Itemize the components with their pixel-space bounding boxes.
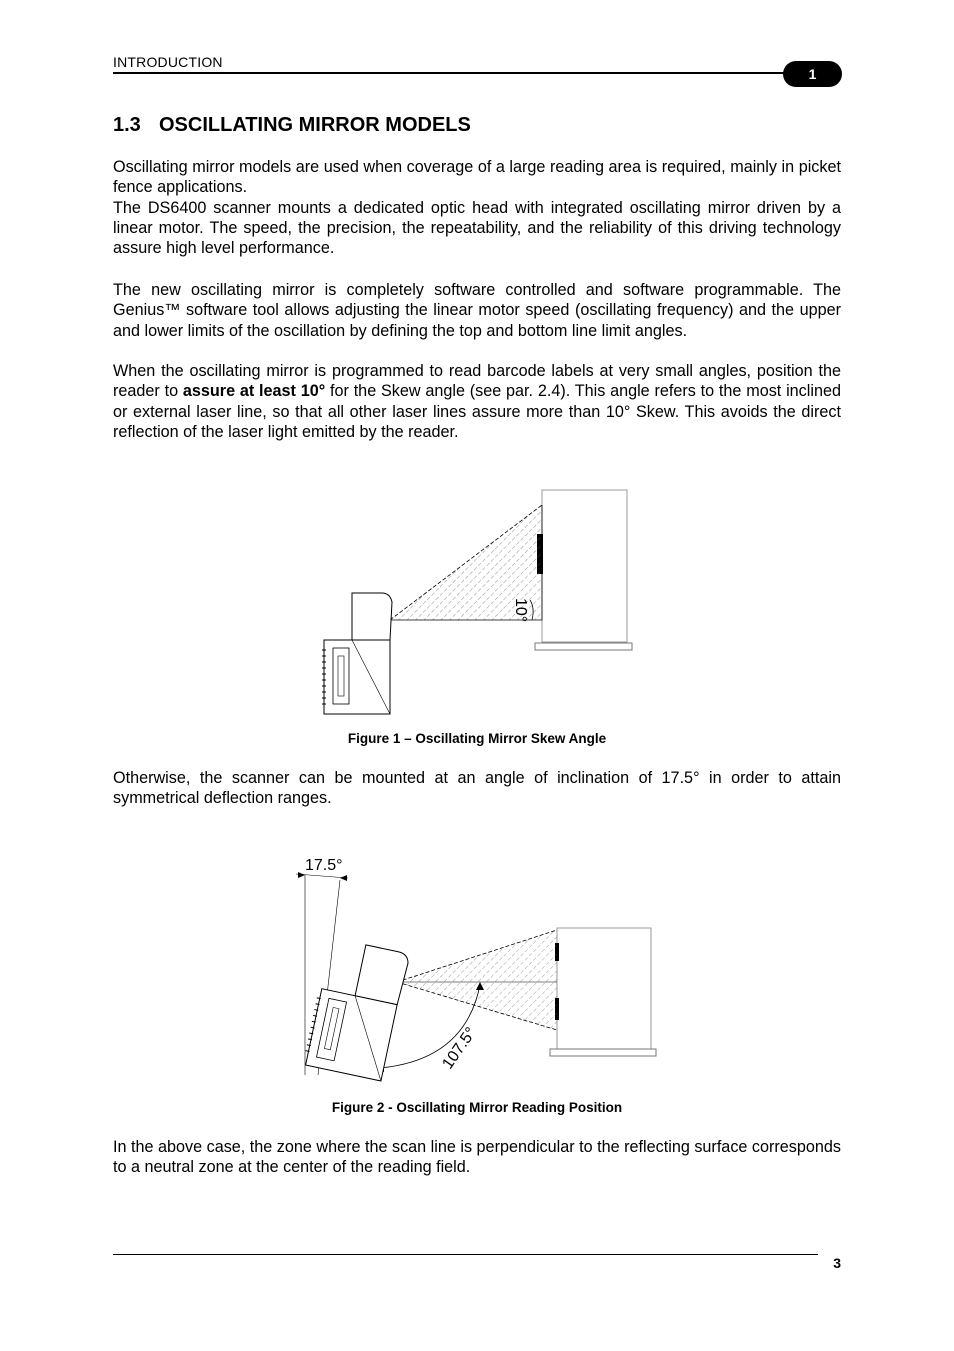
paragraph-6: In the above case, the zone where the scan line is perpendicular to the reflecting surface corresponds to a neutral zone at the center of the reading field. — [113, 1138, 841, 1177]
scanner-tilted — [303, 937, 410, 1081]
footer-rule — [113, 1254, 818, 1255]
paragraph-3: The new oscillating mirror is completely software controlled and software programmable. The Genius™ software tool allows adjusting the linear motor speed (oscillating frequency) and the upper and lower limits of the oscillation by defining the top and bottom line limit angles. — [113, 281, 841, 340]
paragraph-4 — [113, 361, 841, 442]
target-box — [557, 928, 651, 1049]
scanner-body — [324, 640, 390, 714]
paragraph-4-end: for the Skew angle (see par. 2.4). This angle refers to the most inclined or external laser line, so that all other laser lines assure more than 10° Skew. This avoids the direct reflection of the laser light emitted by the reader. — [113, 382, 841, 441]
conveyor-base — [550, 1049, 656, 1056]
skew-angle-label: 10° — [512, 598, 529, 623]
paragraph-5: Otherwise, the scanner can be mounted at an angle of inclination of 17.5° in order to attain symmetrical deflection ranges. — [113, 769, 841, 808]
page-number: 3 — [833, 1255, 841, 1271]
section-title — [113, 114, 471, 137]
paragraph-2: The DS6400 scanner mounts a dedicated optic head with integrated oscillating mirror driven by a linear motor. The speed, the precision, the repeatability, and the reliability of this driving technology assure high level performance. — [113, 198, 841, 258]
header-rule — [113, 72, 803, 74]
section-heading: OSCILLATING MIRROR MODELS — [159, 114, 471, 136]
tilt-angle-label: 17.5° — [305, 857, 343, 874]
figure-1-diagram — [300, 480, 660, 725]
paragraph-1: Oscillating mirror models are used when coverage of a large reading area is required, mainly in picket fence applications. — [113, 158, 841, 197]
figure-1-caption: Figure 1 – Oscillating Mirror Skew Angle — [347, 731, 607, 746]
chapter-badge: 1 — [783, 61, 842, 87]
figure-2-diagram — [290, 845, 665, 1090]
target-box — [542, 490, 627, 642]
scanner-head — [352, 593, 392, 640]
conveyor-base — [535, 643, 632, 650]
paragraph-4-emphasis: assure at least 10° — [182, 382, 326, 401]
paragraph-intro — [113, 157, 841, 258]
running-header: INTRODUCTION — [113, 54, 223, 70]
reading-angle-label: 107.5° — [439, 1024, 480, 1073]
paragraph-4-start: When the oscillating mirror is programmed to read barcode labels at very small angles, position the reader to — [113, 362, 841, 401]
figure-2-caption: Figure 2 - Oscillating Mirror Reading Position — [331, 1100, 623, 1115]
section-number: 1.3 — [113, 114, 141, 136]
scan-beam — [397, 930, 557, 1030]
